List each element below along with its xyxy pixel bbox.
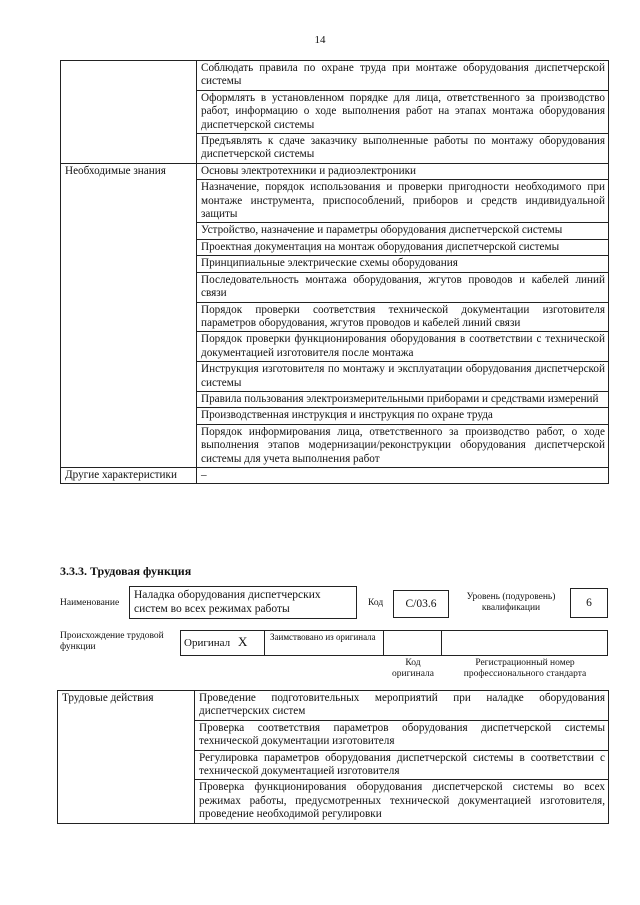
borrowed-label: Заимствовано из оригинала	[270, 632, 376, 642]
row-item: Проведение подготовительных мероприятий при наладке оборудования диспетчерских систем	[195, 691, 609, 721]
row-item: Проверка функционирования оборудования диспетчерской системы во всех режимах работы, предусмотренных технической документацией изготовителя, проведение необходимой регулировки	[195, 780, 609, 823]
table-row	[58, 691, 609, 721]
knowledge-table	[60, 60, 609, 484]
row-item: Порядок проверки функционирования оборудования в соответствии с технической документацией изготовителя после монтажа	[197, 332, 609, 362]
origin-label: Происхождение трудовой функции	[60, 631, 164, 652]
row-item: Оформлять в установленном порядке для лица, ответственного за производство работ, информацию о ходе выполнения работ на этапах монтажа оборудования диспетчерской системы	[197, 90, 609, 133]
level-value: 6	[586, 597, 592, 609]
row-item: Инструкция изготовителя по монтажу и эксплуатации оборудования диспетчерской системы	[197, 362, 609, 392]
row-item: Порядок проверки соответствия технической документации изготовителя параметров оборудования, жгутов проводов и кабелей линий связи	[197, 302, 609, 332]
row-label: Трудовые действия	[58, 691, 195, 824]
page-number: 14	[314, 34, 326, 46]
row-item: Производственная инструкция и инструкция по охране труда	[197, 408, 609, 424]
row-label: Другие характеристики	[61, 467, 197, 483]
row-item: Предъявлять к сдаче заказчику выполненные работы по монтажу оборудования диспетчерской системы	[197, 134, 609, 164]
row-item: Регулировка параметров оборудования диспетчерской системы в соответствии с технической документацией изготовителя	[195, 750, 609, 780]
reg-number-label: Регистрационный номер профессионального стандарта	[463, 658, 587, 679]
section-heading: 3.3.3. Трудовая функция	[60, 564, 192, 578]
level-label: Уровень (подуровень) квалификации	[466, 592, 556, 613]
function-name-box	[129, 586, 357, 619]
code-value: C/03.6	[405, 598, 437, 610]
original-mark: X	[238, 634, 248, 649]
table-row	[61, 163, 609, 179]
row-label	[61, 61, 197, 164]
function-name-value: Наладка оборудования диспетчерских систем во всех режимах работы	[134, 589, 321, 615]
row-item: Проектная документация на монтаж оборудования диспетчерской системы	[197, 239, 609, 255]
row-item: Правила пользования электроизмерительными приборами и средствами измерений	[197, 391, 609, 407]
row-label: Необходимые знания	[61, 163, 197, 467]
row-item: –	[197, 467, 609, 483]
level-box	[570, 588, 608, 618]
code-label: Код	[368, 598, 384, 608]
original-label: Оригинал	[184, 637, 231, 649]
row-item: Соблюдать правила по охране труда при монтаже оборудования диспетчерской системы	[197, 61, 609, 91]
name-label: Наименование	[60, 598, 120, 608]
row-item: Порядок информирования лица, ответственного за производство работ, о ходе выполнения этапов модернизации/реконструкции оборудования диспетчерской системы для учета выполнения работ	[197, 424, 609, 467]
code-box	[393, 590, 449, 618]
row-item: Назначение, порядок использования и проверки пригодности необходимого при монтаже инструмента, приспособлений, приборов и средств индивидуальной защиты	[197, 180, 609, 223]
original-cell	[180, 630, 265, 656]
code-original-cell	[383, 630, 442, 656]
row-item: Последовательность монтажа оборудования, жгутов проводов и кабелей линий связи	[197, 272, 609, 302]
actions-table	[57, 690, 609, 824]
row-item: Проверка соответствия параметров оборудования диспетчерской системы технической документации изготовителя	[195, 720, 609, 750]
table-row	[61, 467, 609, 483]
row-item: Основы электротехники и радиоэлектроники	[197, 163, 609, 179]
row-item: Принципиальные электрические схемы оборудования	[197, 256, 609, 272]
row-item: Устройство, назначение и параметры оборудования диспетчерской системы	[197, 223, 609, 239]
table-row	[61, 61, 609, 91]
code-original-label: Код оригинала	[392, 658, 434, 679]
